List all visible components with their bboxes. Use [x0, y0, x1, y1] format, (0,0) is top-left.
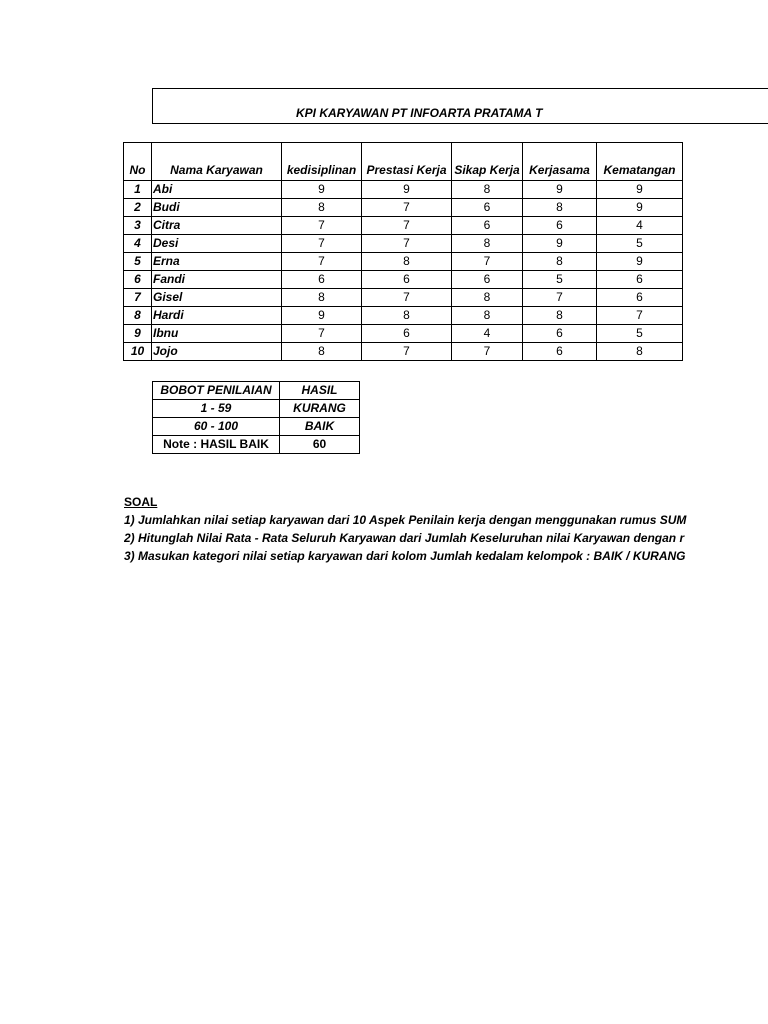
- soal-item-3[interactable]: 3) Masukan kategori nilai setiap karyawan dari kolom Jumlah kedalam kelompok : BAIK / KURANG: [124, 549, 686, 563]
- header-no[interactable]: No: [124, 160, 152, 181]
- table-header-row: [124, 160, 683, 181]
- cell-prestasi-kerja[interactable]: 7: [362, 343, 452, 361]
- cell-kematangan[interactable]: 8: [597, 343, 683, 361]
- cell-prestasi-kerja[interactable]: 7: [362, 289, 452, 307]
- cell-prestasi-kerja[interactable]: 6: [362, 271, 452, 289]
- soal-section: [124, 493, 768, 565]
- table-row: [124, 217, 683, 235]
- cell-sikap-kerja[interactable]: 6: [452, 217, 523, 235]
- cell-sikap-kerja[interactable]: 7: [452, 253, 523, 271]
- cell-nama-karyawan[interactable]: Jojo: [152, 343, 282, 361]
- bobot-range[interactable]: 60 - 100: [153, 418, 280, 436]
- bobot-header-label[interactable]: BOBOT PENILAIAN: [153, 382, 280, 400]
- cell-kematangan[interactable]: 5: [597, 235, 683, 253]
- cell-nama-karyawan[interactable]: Hardi: [152, 307, 282, 325]
- cell-kedisiplinan[interactable]: 9: [282, 307, 362, 325]
- table-row: [124, 325, 683, 343]
- cell-no[interactable]: 6: [124, 271, 152, 289]
- bobot-range[interactable]: 1 - 59: [153, 400, 280, 418]
- table-row: [124, 271, 683, 289]
- cell-sikap-kerja[interactable]: 8: [452, 307, 523, 325]
- cell-no[interactable]: 7: [124, 289, 152, 307]
- header-prestasi-kerja[interactable]: Prestasi Kerja: [362, 160, 452, 181]
- cell-kerjasama[interactable]: 6: [523, 217, 597, 235]
- cell-no[interactable]: 9: [124, 325, 152, 343]
- cell-nama-karyawan[interactable]: Citra: [152, 217, 282, 235]
- bobot-header-row: [153, 382, 360, 400]
- cell-prestasi-kerja[interactable]: 9: [362, 181, 452, 199]
- cell-kematangan[interactable]: 6: [597, 271, 683, 289]
- cell-no[interactable]: 1: [124, 181, 152, 199]
- cell-kedisiplinan[interactable]: 6: [282, 271, 362, 289]
- table-row: [124, 199, 683, 217]
- cell-prestasi-kerja[interactable]: 8: [362, 307, 452, 325]
- cell-sikap-kerja[interactable]: 8: [452, 181, 523, 199]
- cell-kematangan[interactable]: 9: [597, 253, 683, 271]
- cell-no[interactable]: 5: [124, 253, 152, 271]
- cell-nama-karyawan[interactable]: Ibnu: [152, 325, 282, 343]
- cell-kerjasama[interactable]: 8: [523, 253, 597, 271]
- cell-kerjasama[interactable]: 6: [523, 325, 597, 343]
- cell-prestasi-kerja[interactable]: 6: [362, 325, 452, 343]
- cell-no[interactable]: 2: [124, 199, 152, 217]
- cell-kerjasama[interactable]: 5: [523, 271, 597, 289]
- cell-nama-karyawan[interactable]: Gisel: [152, 289, 282, 307]
- cell-kedisiplinan[interactable]: 7: [282, 325, 362, 343]
- cell-nama-karyawan[interactable]: Fandi: [152, 271, 282, 289]
- table-row: [124, 253, 683, 271]
- cell-nama-karyawan[interactable]: Erna: [152, 253, 282, 271]
- cell-no[interactable]: 8: [124, 307, 152, 325]
- header-kedisiplinan[interactable]: kedisiplinan: [282, 160, 362, 181]
- cell-kematangan[interactable]: 6: [597, 289, 683, 307]
- cell-kerjasama[interactable]: 9: [523, 235, 597, 253]
- header-sikap-kerja[interactable]: Sikap Kerja: [452, 160, 523, 181]
- cell-nama-karyawan[interactable]: Budi: [152, 199, 282, 217]
- cell-prestasi-kerja[interactable]: 7: [362, 199, 452, 217]
- cell-kedisiplinan[interactable]: 8: [282, 343, 362, 361]
- cell-prestasi-kerja[interactable]: 7: [362, 235, 452, 253]
- cell-no[interactable]: 3: [124, 217, 152, 235]
- cell-nama-karyawan[interactable]: Abi: [152, 181, 282, 199]
- header-nama-karyawan[interactable]: Nama Karyawan: [152, 160, 282, 181]
- cell-sikap-kerja[interactable]: 8: [452, 289, 523, 307]
- cell-no[interactable]: 10: [124, 343, 152, 361]
- cell-kedisiplinan[interactable]: 8: [282, 289, 362, 307]
- cell-kedisiplinan[interactable]: 9: [282, 181, 362, 199]
- cell-kematangan[interactable]: 9: [597, 181, 683, 199]
- cell-sikap-kerja[interactable]: 8: [452, 235, 523, 253]
- kpi-table: [123, 142, 683, 361]
- cell-prestasi-kerja[interactable]: 7: [362, 217, 452, 235]
- cell-kerjasama[interactable]: 7: [523, 289, 597, 307]
- bobot-note-row: [153, 436, 360, 454]
- cell-kerjasama[interactable]: 9: [523, 181, 597, 199]
- cell-nama-karyawan[interactable]: Desi: [152, 235, 282, 253]
- table-row: [124, 307, 683, 325]
- hasil-value[interactable]: KURANG: [280, 400, 360, 418]
- bobot-row: [153, 400, 360, 418]
- cell-kematangan[interactable]: 9: [597, 199, 683, 217]
- cell-kerjasama[interactable]: 8: [523, 307, 597, 325]
- soal-item-1[interactable]: 1) Jumlahkan nilai setiap karyawan dari 10 Aspek Penilain kerja dengan menggunakan rumus SUM: [124, 513, 687, 527]
- cell-kematangan[interactable]: 7: [597, 307, 683, 325]
- header-kematangan[interactable]: Kematangan: [597, 160, 683, 181]
- cell-kerjasama[interactable]: 8: [523, 199, 597, 217]
- cell-kematangan[interactable]: 5: [597, 325, 683, 343]
- soal-item-2[interactable]: 2) Hitunglah Nilai Rata - Rata Seluruh Karyawan dari Jumlah Keseluruhan nilai Karyawan dengan r: [124, 531, 685, 545]
- cell-kedisiplinan[interactable]: 8: [282, 199, 362, 217]
- cell-kedisiplinan[interactable]: 7: [282, 253, 362, 271]
- note-label[interactable]: Note : HASIL BAIK: [153, 436, 280, 454]
- header-spacer-row: [124, 143, 683, 161]
- cell-kedisiplinan[interactable]: 7: [282, 235, 362, 253]
- cell-sikap-kerja[interactable]: 6: [452, 199, 523, 217]
- cell-kerjasama[interactable]: 6: [523, 343, 597, 361]
- table-row: [124, 235, 683, 253]
- cell-sikap-kerja[interactable]: 6: [452, 271, 523, 289]
- table-row: [124, 289, 683, 307]
- cell-no[interactable]: 4: [124, 235, 152, 253]
- cell-kematangan[interactable]: 4: [597, 217, 683, 235]
- cell-sikap-kerja[interactable]: 4: [452, 325, 523, 343]
- sheet-title: KPI KARYAWAN PT INFOARTA PRATAMA T: [296, 106, 543, 120]
- bobot-table: [152, 381, 360, 454]
- cell-prestasi-kerja[interactable]: 8: [362, 253, 452, 271]
- header-kerjasama[interactable]: Kerjasama: [523, 160, 597, 181]
- note-value[interactable]: 60: [280, 436, 360, 454]
- table-row: [124, 343, 683, 361]
- table-row: [124, 181, 683, 199]
- bobot-row: [153, 418, 360, 436]
- hasil-header-label[interactable]: HASIL: [280, 382, 360, 400]
- cell-sikap-kerja[interactable]: 7: [452, 343, 523, 361]
- hasil-value[interactable]: BAIK: [280, 418, 360, 436]
- soal-heading[interactable]: SOAL: [124, 495, 158, 509]
- cell-kedisiplinan[interactable]: 7: [282, 217, 362, 235]
